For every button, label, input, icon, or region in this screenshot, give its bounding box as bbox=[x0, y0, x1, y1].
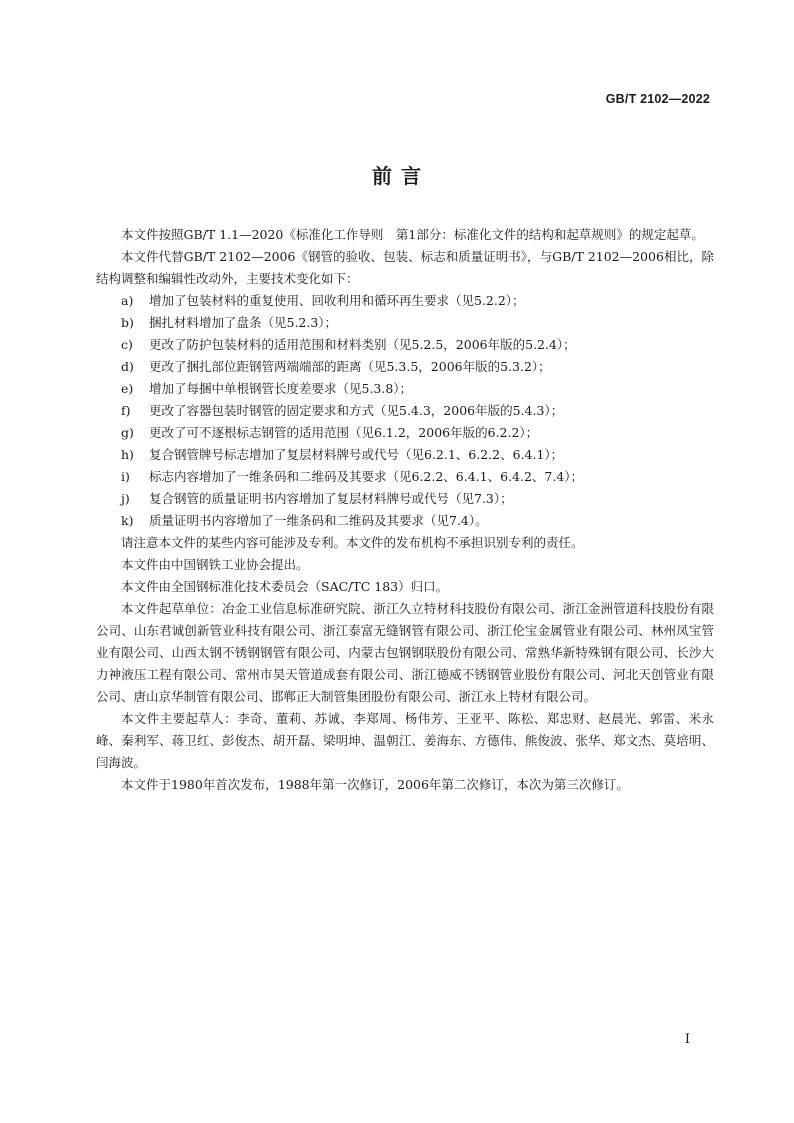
page-number: I bbox=[684, 1032, 690, 1047]
change-item-letter: d) bbox=[121, 359, 134, 374]
change-item-letter: j) bbox=[121, 491, 130, 506]
change-item bbox=[96, 422, 714, 444]
change-item-letter: h) bbox=[121, 447, 134, 462]
change-item bbox=[96, 334, 714, 356]
paragraph-committee: 本文件由全国钢标准化技术委员会（SAC/TC 183）归口。 bbox=[121, 579, 449, 594]
change-item-letter: k) bbox=[121, 513, 134, 528]
change-item-text: 复合钢管牌号标志增加了复层材料牌号或代号（见6.2.1、6.2.2、6.4.1）； bbox=[149, 447, 564, 462]
paragraph-drafting-rules: 本文件按照GB/T 1.1—2020《标准化工作导则 第1部分：标准化文件的结构和起草规则》的规定起草。 bbox=[121, 227, 704, 242]
change-item-text: 更改了防护包装材料的适用范围和材料类别（见5.2.5，2006年版的5.2.4）； bbox=[149, 337, 576, 352]
paragraph-drafters: 本文件主要起草人：李奇、董莉、苏诚、李郑周、杨伟芳、王亚平、陈松、郑忠财、赵晨光、郭雷、米永峰、秦利军、蒋卫红、彭俊杰、胡开磊、梁明坤、温朝江、姜海东、方德伟、熊俊波、张华、郑文杰、莫培明、闫海波。 bbox=[96, 711, 714, 770]
change-item-letter: f) bbox=[121, 403, 131, 418]
change-item bbox=[96, 400, 714, 422]
page-title: 前 言 bbox=[372, 164, 422, 188]
paragraph-history: 本文件于1980年首次发布，1988年第一次修订，2006年第二次修订，本次为第三次修订。 bbox=[121, 777, 629, 792]
paragraph-drafting-units: 本文件起草单位：冶金工业信息标准研究院、浙江久立特材科技股份有限公司、浙江金洲管道科技股份有限公司、山东君诚创新管业科技有限公司、浙江泰富无缝钢管有限公司、浙江伦宝金属管业有限公司、林州凤宝管业有限公司、山西太钢不锈钢钢管有限公司、内蒙古包钢钢联股份有限公司、常熟华新特殊钢有限公司、长沙大力神液压工程有限公司、常州市昊天管道成套有限公司、浙江德威不锈钢管业股份有限公司、河北天创管业有限公司、唐山京华制管有限公司、邯郸正大制管集团股份有限公司、浙江永上特材有限公司。 bbox=[96, 601, 714, 704]
change-item bbox=[96, 290, 714, 312]
paragraph-replacement: 本文件代替GB/T 2102—2006《钢管的验收、包装、标志和质量证明书》，与GB/T 2102—2006相比，除结构调整和编辑性改动外，主要技术变化如下： bbox=[96, 249, 714, 286]
change-item-text: 增加了包装材料的重复使用、回收利用和循环再生要求（见5.2.2）； bbox=[149, 293, 525, 308]
change-item bbox=[96, 510, 714, 532]
foreword-body bbox=[96, 224, 714, 796]
change-item-text: 复合钢管的质量证明书内容增加了复层材料牌号或代号（见7.3）； bbox=[149, 491, 513, 506]
change-item-text: 更改了可不逐根标志钢管的适用范围（见6.1.2，2006年版的6.2.2）； bbox=[149, 425, 539, 440]
change-item-text: 质量证明书内容增加了一维条码和二维码及其要求（见7.4）。 bbox=[149, 513, 488, 528]
paragraph-patent-notice: 请注意本文件的某些内容可能涉及专利。本文件的发布机构不承担识别专利的责任。 bbox=[121, 535, 584, 550]
change-item bbox=[96, 312, 714, 334]
change-item-letter: e) bbox=[121, 381, 134, 396]
change-item-text: 更改了捆扎部位距钢管两端端部的距离（见5.3.5，2006年版的5.3.2）； bbox=[149, 359, 551, 374]
change-item-letter: c) bbox=[121, 337, 133, 352]
change-item-letter: a) bbox=[121, 293, 134, 308]
standard-code: GB/T 2102—2022 bbox=[605, 92, 710, 106]
change-item-letter: i) bbox=[121, 469, 130, 484]
paragraph-proposer: 本文件由中国钢铁工业协会提出。 bbox=[121, 557, 309, 572]
change-item-letter: g) bbox=[121, 425, 134, 440]
change-item bbox=[96, 444, 714, 466]
change-item-text: 增加了每捆中单根钢管长度差要求（见5.3.8）； bbox=[149, 381, 413, 396]
change-item-text: 更改了容器包装时钢管的固定要求和方式（见5.4.3，2006年版的5.4.3）； bbox=[149, 403, 564, 418]
change-item bbox=[96, 466, 714, 488]
change-item bbox=[96, 356, 714, 378]
change-item-text: 标志内容增加了一维条码和二维码及其要求（见6.2.2、6.4.1、6.4.2、7.4）； bbox=[149, 469, 584, 484]
change-item bbox=[96, 488, 714, 510]
change-item-text: 捆扎材料增加了盘条（见5.2.3）； bbox=[149, 315, 338, 330]
change-item-letter: b) bbox=[121, 315, 134, 330]
change-item bbox=[96, 378, 714, 400]
